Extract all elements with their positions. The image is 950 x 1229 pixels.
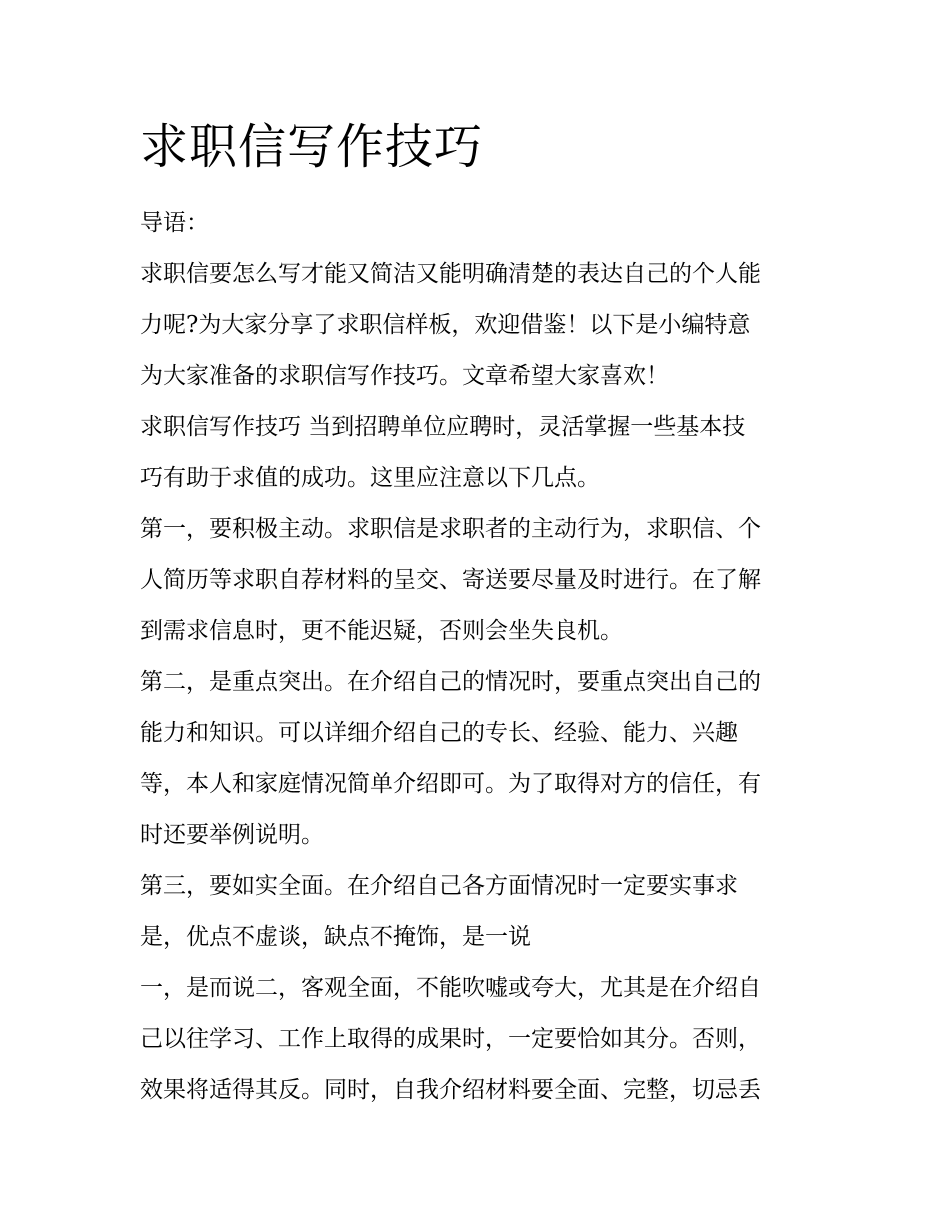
text-line: 第二，是重点突出。在介绍自己的情况时，要重点突出自己的: [140, 669, 761, 695]
text-line: 己以往学习、工作上取得的成果时，一定要恰如其分。否则，: [140, 1026, 761, 1052]
text-line: 到需求信息时，更不能迟疑，否则会坐失良机。: [140, 618, 623, 644]
text-line: 第一，要积极主动。求职信是求职者的主动行为，求职信、个: [140, 516, 761, 542]
text-line: 能力和知识。可以详细介绍自己的专长、经验、能力、兴趣: [140, 720, 738, 746]
text-line: 第三，要如实全面。在介绍自己各方面情况时一定要实事求: [140, 873, 738, 899]
text-line: 力呢?为大家分享了求职信样板，欢迎借鉴！以下是小编特意: [140, 312, 751, 338]
document-body: [140, 198, 820, 1116]
text-line: 导语：: [140, 210, 209, 236]
text-line: 等，本人和家庭情况简单介绍即可。为了取得对方的信任，有: [140, 771, 761, 797]
text-line: 一，是而说二，客观全面，不能吹嘘或夸大，尤其是在介绍自: [140, 975, 761, 1001]
text-line: 求职信要怎么写才能又简洁又能明确清楚的表达自己的个人能: [140, 261, 761, 287]
text-line: 是，优点不虚谈，缺点不掩饰，是一说: [140, 924, 531, 950]
text-line: 时还要举例说明。: [140, 822, 324, 848]
document-title: 求职信写作技巧: [140, 119, 484, 175]
text-line: 巧有助于求值的成功。这里应注意以下几点。: [140, 465, 600, 491]
text-line: 人简历等求职自荐材料的呈交、寄送要尽量及时进行。在了解: [140, 567, 761, 593]
text-line: 为大家准备的求职信写作技巧。文章希望大家喜欢！: [140, 363, 669, 389]
text-line: 求职信写作技巧 当到招聘单位应聘时，灵活掌握一些基本技: [140, 414, 746, 440]
text-line: 效果将适得其反。同时，自我介绍材料要全面、完整，切忌丢: [140, 1077, 761, 1103]
